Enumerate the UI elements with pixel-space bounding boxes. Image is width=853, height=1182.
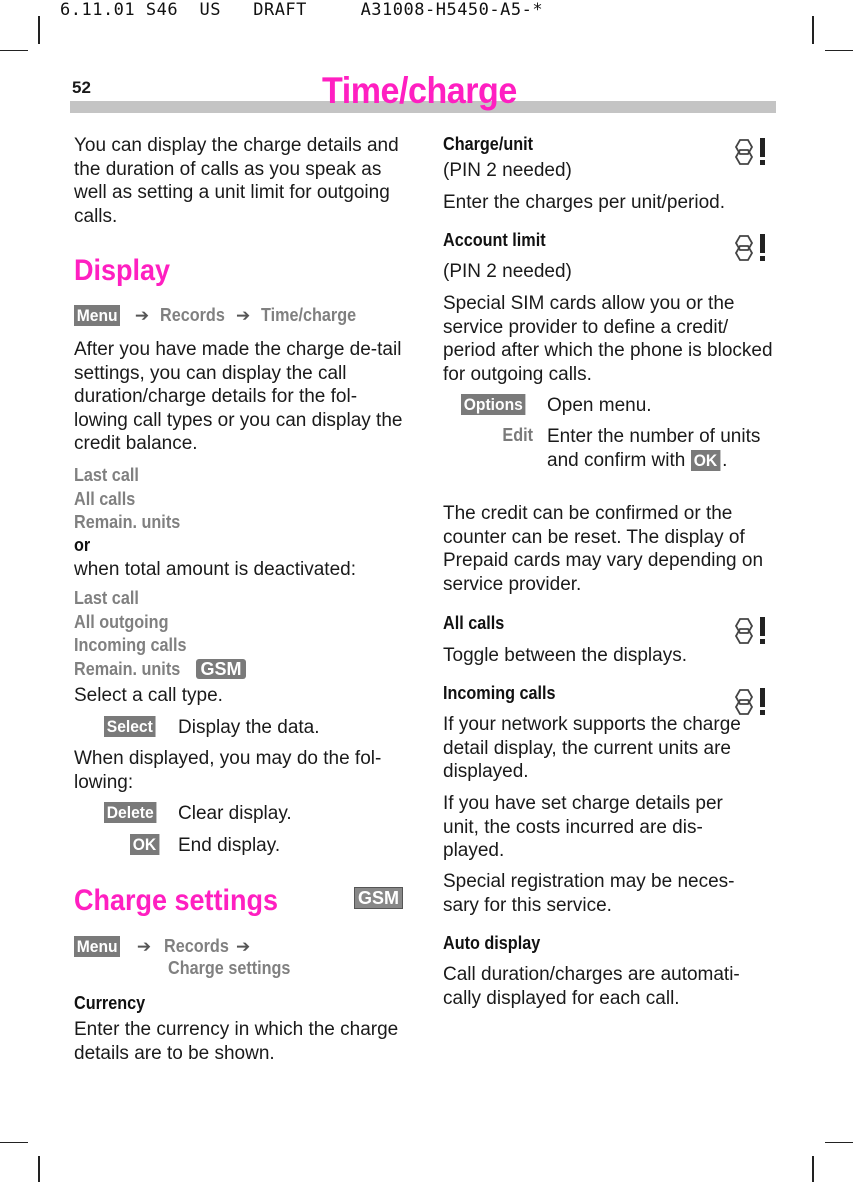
currency-heading: Currency xyxy=(74,993,146,1013)
ok-key[interactable]: OK xyxy=(691,450,720,471)
menu-path-charge xyxy=(74,936,414,979)
menu-key[interactable]: Menu xyxy=(74,305,120,326)
auto-display-text: Call duration/charges are automati-cally displayed for each call. xyxy=(443,964,740,1009)
options-key[interactable]: Options xyxy=(461,394,526,415)
intro-text: You can display the charge details and the duration of calls as you speak as well as setting a unit limit for outgoing calls. xyxy=(74,135,399,227)
arrow-icon: ➔ xyxy=(136,937,152,956)
draft-header: 6.11.01 S46 US DRAFT A31008-H5450-A5-* xyxy=(60,0,544,20)
path-records: Records xyxy=(159,305,225,325)
charge-settings-heading: Charge settings xyxy=(74,884,279,917)
sim-pin-icon xyxy=(730,615,770,647)
or-text: or xyxy=(74,535,91,555)
list-item: Incoming calls xyxy=(74,635,187,655)
options-desc: Open menu. xyxy=(547,395,652,416)
gsm-badge: GSM xyxy=(196,659,245,679)
credit-text: The credit can be confirmed or the counter can be reset. The display of Prepaid cards may vary depending on service provider. xyxy=(443,503,764,595)
account-limit-text: Special SIM cards allow you or the service provider to define a credit/ period after which the phone is blocked for outgoing calls. xyxy=(443,293,773,385)
ok-desc: End display. xyxy=(178,835,281,856)
all-calls-heading: All calls xyxy=(443,613,505,633)
crop-mark xyxy=(0,1142,28,1143)
ok-key[interactable]: OK xyxy=(130,834,159,855)
menu-path-display xyxy=(74,305,414,326)
list-item: Remain. units xyxy=(74,658,181,679)
crop-mark xyxy=(38,16,40,44)
call-type-list-1 xyxy=(74,464,192,535)
list-item: Remain. units xyxy=(74,512,181,532)
crop-mark xyxy=(0,50,28,51)
edit-desc-text: Enter the number of units and confirm with xyxy=(547,426,761,471)
arrow-icon: ➔ xyxy=(236,937,251,956)
period: . xyxy=(722,449,728,471)
incoming-text-1: If your network supports the charge detail display, the current units are displayed. xyxy=(443,714,741,782)
sim-pin-icon xyxy=(730,232,770,264)
auto-display-heading: Auto display xyxy=(443,933,541,953)
edit-key[interactable]: Edit xyxy=(502,425,533,445)
display-heading: Display xyxy=(74,254,171,287)
crop-mark xyxy=(825,50,853,51)
path-charge-settings: Charge settings xyxy=(168,958,291,978)
gsm-badge: GSM xyxy=(354,887,403,909)
charge-unit-text: Enter the charges per unit/period. xyxy=(443,192,726,213)
after-text: After you have made the charge de-tail settings, you can display the call duration/charge details for the fol-lowing call types or you can display the credit balance. xyxy=(74,339,403,454)
page-title: Time/charge xyxy=(322,70,517,111)
charge-unit-heading: Charge/unit xyxy=(443,134,534,154)
list-item: All outgoing xyxy=(74,611,169,632)
crop-mark xyxy=(825,1142,853,1143)
list-item: All calls xyxy=(74,488,136,509)
delete-key[interactable]: Delete xyxy=(104,802,156,823)
page-number: 52 xyxy=(72,78,91,97)
incoming-calls-heading: Incoming calls xyxy=(443,683,556,703)
call-type-list-2 xyxy=(74,587,246,682)
when-text: when total amount is deactivated: xyxy=(74,559,357,580)
path-time-charge: Time/charge xyxy=(260,305,356,325)
all-calls-text: Toggle between the displays. xyxy=(443,645,687,666)
incoming-text-2: If you have set charge details per unit, the costs incurred are dis-played. xyxy=(443,793,723,861)
path-records: Records xyxy=(163,936,229,956)
crop-mark xyxy=(38,1156,40,1182)
menu-key[interactable]: Menu xyxy=(74,936,120,957)
sim-pin-icon xyxy=(730,136,770,168)
account-limit-heading: Account limit xyxy=(443,230,546,250)
list-item: Last call xyxy=(74,465,139,485)
crop-mark xyxy=(812,1156,814,1182)
edit-desc xyxy=(547,425,773,472)
pin-needed-text: (PIN 2 needed) xyxy=(443,160,572,181)
arrow-icon: ➔ xyxy=(134,306,150,325)
crop-mark xyxy=(812,16,814,44)
pin-needed-text: (PIN 2 needed) xyxy=(443,261,572,282)
select-desc: Display the data. xyxy=(178,717,320,738)
list-item: Last call xyxy=(74,588,139,608)
when-displayed-text: When displayed, you may do the fol-lowing: xyxy=(74,748,382,793)
arrow-icon: ➔ xyxy=(236,306,251,325)
currency-text: Enter the currency in which the charge details are to be shown. xyxy=(74,1019,399,1064)
select-key[interactable]: Select xyxy=(104,716,156,737)
delete-desc: Clear display. xyxy=(178,803,292,824)
incoming-text-3: Special registration may be neces-sary for this service. xyxy=(443,871,735,916)
select-call-text: Select a call type. xyxy=(74,685,223,706)
